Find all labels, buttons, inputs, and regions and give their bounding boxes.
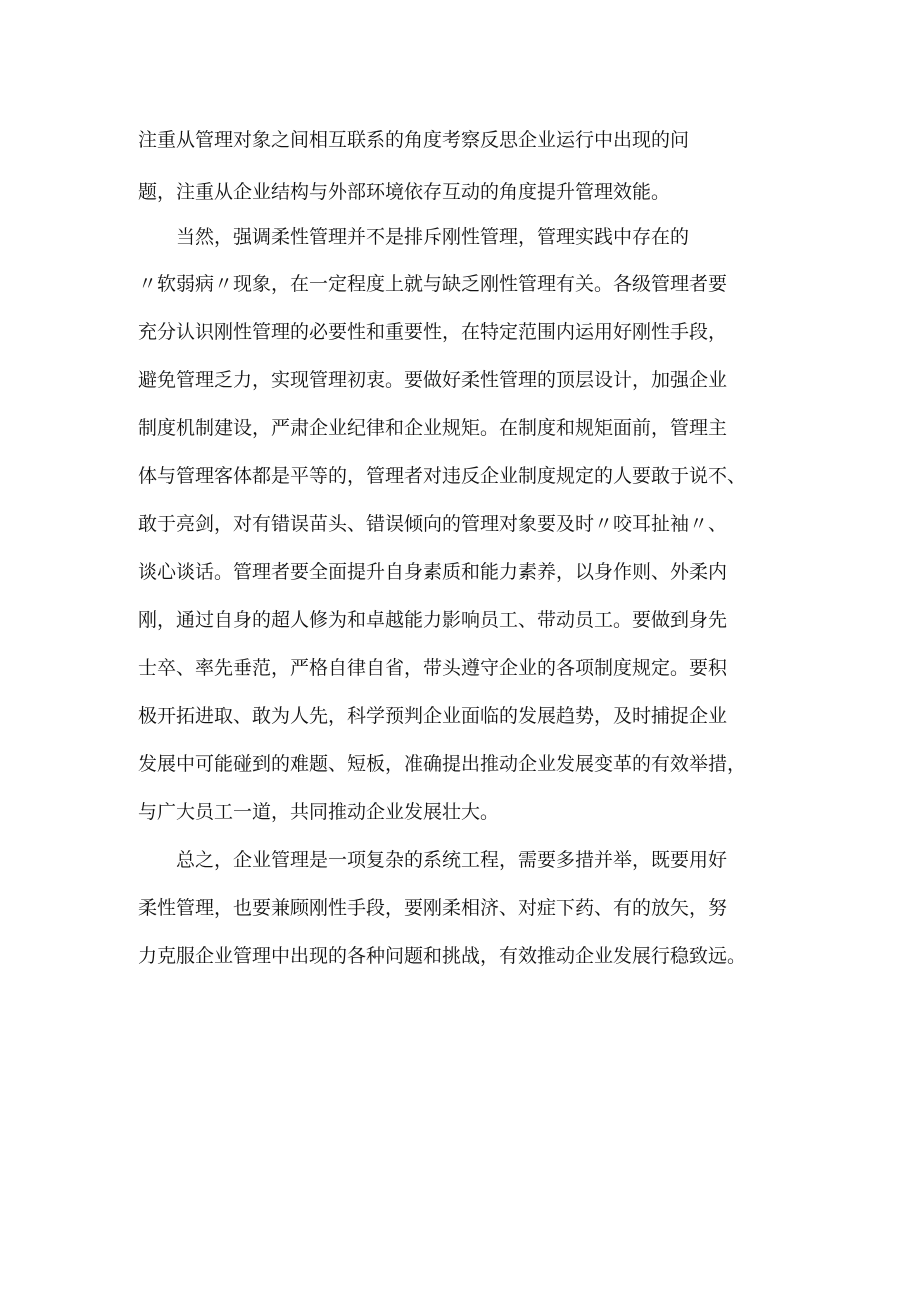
text-line: 谈心谈话。管理者要全面提升自身素质和能力素养，以身作则、外柔内 <box>138 561 728 583</box>
text-line: 极开拓进取、敢为人先，科学预判企业面临的发展趋势，及时捕捉企业 <box>138 705 728 727</box>
text-line: 与广大员工一道，共同推动企业发展壮大。 <box>138 801 500 823</box>
text-line: 发展中可能碰到的难题、短板，准确提出推动企业发展变革的有效举措， <box>138 753 747 775</box>
text-line: 充分认识刚性管理的必要性和重要性，在特定范围内运用好刚性手段， <box>138 321 728 343</box>
text-line: 注重从管理对象之间相互联系的角度考察反思企业运行中出现的问 <box>138 129 690 151</box>
text-line: 敢于亮剑，对有错误苗头、错误倾向的管理对象要及时〃咬耳扯袖〃、 <box>138 513 728 535</box>
text-line: 士卒、率先垂范，严格自律自省，带头遵守企业的各项制度规定。要积 <box>138 657 728 679</box>
text-line: 避免管理乏力，实现管理初衷。要做好柔性管理的顶层设计，加强企业 <box>138 369 728 391</box>
text-line: 题，注重从企业结构与外部环境依存互动的角度提升管理效能。 <box>138 181 671 203</box>
text-line: 体与管理客体都是平等的，管理者对违反企业制度规定的人要敢于说不、 <box>138 465 747 487</box>
text-line: 总之，企业管理是一项复杂的系统工程，需要多措并举，既要用好 <box>176 849 728 871</box>
text-line: 力克服企业管理中出现的各种问题和挑战，有效推动企业发展行稳致远。 <box>138 945 747 967</box>
text-line: 刚，通过自身的超人修为和卓越能力影响员工、带动员工。要做到身先 <box>138 609 728 631</box>
text-line: 当然，强调柔性管理并不是排斥刚性管理，管理实践中存在的 <box>176 226 690 248</box>
text-line: 制度机制建设，严肃企业纪律和企业规矩。在制度和规矩面前，管理主 <box>138 417 728 439</box>
text-line: 柔性管理，也要兼顾刚性手段，要刚柔相济、对症下药、有的放矢，努 <box>138 897 728 919</box>
text-line: 〃软弱病〃现象，在一定程度上就与缺乏刚性管理有关。各级管理者要 <box>138 273 728 295</box>
